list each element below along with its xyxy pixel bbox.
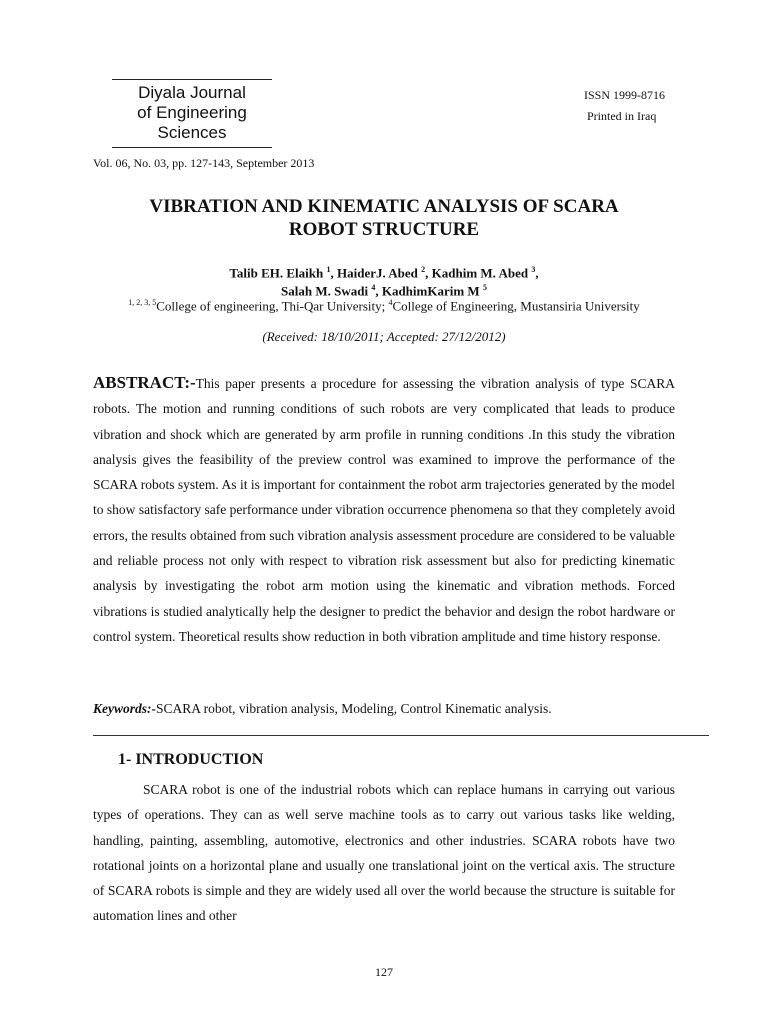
author-line2: Salah M. Swadi $^4$, KadhimKarim M $^5$	[281, 283, 487, 299]
journal-name-line2: of Engineering	[137, 103, 247, 122]
author-name: Salah M. Swadi	[281, 283, 369, 299]
journal-logo	[112, 83, 272, 143]
author-sup: 2	[421, 265, 426, 274]
author-sup: 3	[531, 265, 536, 274]
author-name: Kadhim M. Abed	[431, 265, 529, 281]
affiliation-sup: 4	[388, 298, 393, 307]
received-dates: (Received: 18/10/2011; Accepted: 27/12/2012)	[262, 329, 506, 344]
affiliation-sup: 1, 2, 3, 5	[128, 298, 157, 307]
logo-top-rule	[112, 79, 272, 80]
author-line1: Talib EH. Elaikh $^1$, HaiderJ. Abed $^2$, Kadhim M. Abed $^3$,	[229, 265, 539, 281]
keywords-text: SCARA robot, vibration analysis, Modeling, Control Kinematic analysis.	[156, 701, 552, 716]
author-sup: 1	[326, 265, 331, 274]
author-name: HaiderJ. Abed	[336, 265, 418, 281]
journal-name-line3: Sciences	[157, 123, 227, 142]
author-name: KadhimKarim M	[381, 283, 480, 299]
section-divider	[93, 735, 709, 736]
logo-bottom-rule	[112, 147, 272, 148]
abstract-text: This paper presents a procedure for assessing the vibration analysis of type SCARA robots. The motion and running conditions of such robots are very complicated that leads to produce vibration and shock which are generated by arm profile in running conditions .In this study the vibration analysis gives the feasibility of the preview control was examined to improve the performance of the SCARA robots system. As it is important for containment the robot arm trajectories generated by the model to show satisfactory safe performance under vibration occurrence phenomena so that they completely avoid errors, the results obtained from such vibration analysis assessment procedure are considered to be valuable and reliable process not only with respect to vibration risk assessment but also for predicting kinematic analysis by investigating the robot arm motion using the kinematic and vibration methods. Forced vibrations is studied analytically help the designer to predict the behavior and design the robot hardware or control system. Theoretical results show reduction in both vibration amplitude and time history response.	[93, 376, 675, 644]
journal-name-line1: Diyala Journal	[138, 83, 246, 102]
paper-title	[0, 195, 768, 241]
affiliation-text: College of Engineering, Mustansiria University	[392, 298, 640, 314]
printed-location: Printed in Iraq	[587, 109, 657, 123]
author-sup: 5	[482, 283, 487, 293]
introduction-paragraph: SCARA robot is one of the industrial robots which can replace humans in carrying out various types of operations. They can as well serve machine tools as to carry out various tasks like welding, handling, painting, assembling, automotive, electronics and other industries. SCARA robots have two rotational joints on a horizontal plane and usually one translational joint on the vertical axis. The structure of SCARA robots is simple and they are widely used all over the world because the structure is suitable for automation lines and other	[93, 782, 675, 924]
volume-info: Vol. 06, No. 03, pp. 127-143, September 2013	[93, 156, 315, 170]
author-name: Talib EH. Elaikh	[229, 265, 324, 281]
affiliation-text: College of engineering, Thi-Qar University;	[156, 298, 389, 314]
affiliations	[100, 295, 668, 313]
keywords-line	[93, 701, 552, 717]
page-number: 127	[375, 965, 393, 979]
abstract-paragraph	[93, 370, 675, 649]
introduction-heading: 1- INTRODUCTION	[118, 751, 264, 768]
title-line2: ROBOT STRUCTURE	[288, 219, 480, 240]
abstract-heading: ABSTRACT:-	[93, 373, 196, 392]
issn-number: ISSN 1999-8716	[584, 88, 666, 102]
author-list	[0, 262, 768, 299]
keywords-label: Keywords:-	[93, 701, 156, 716]
title-line1: VIBRATION AND KINEMATIC ANALYSIS OF SCARA	[149, 196, 619, 217]
author-sup: 4	[371, 283, 376, 293]
